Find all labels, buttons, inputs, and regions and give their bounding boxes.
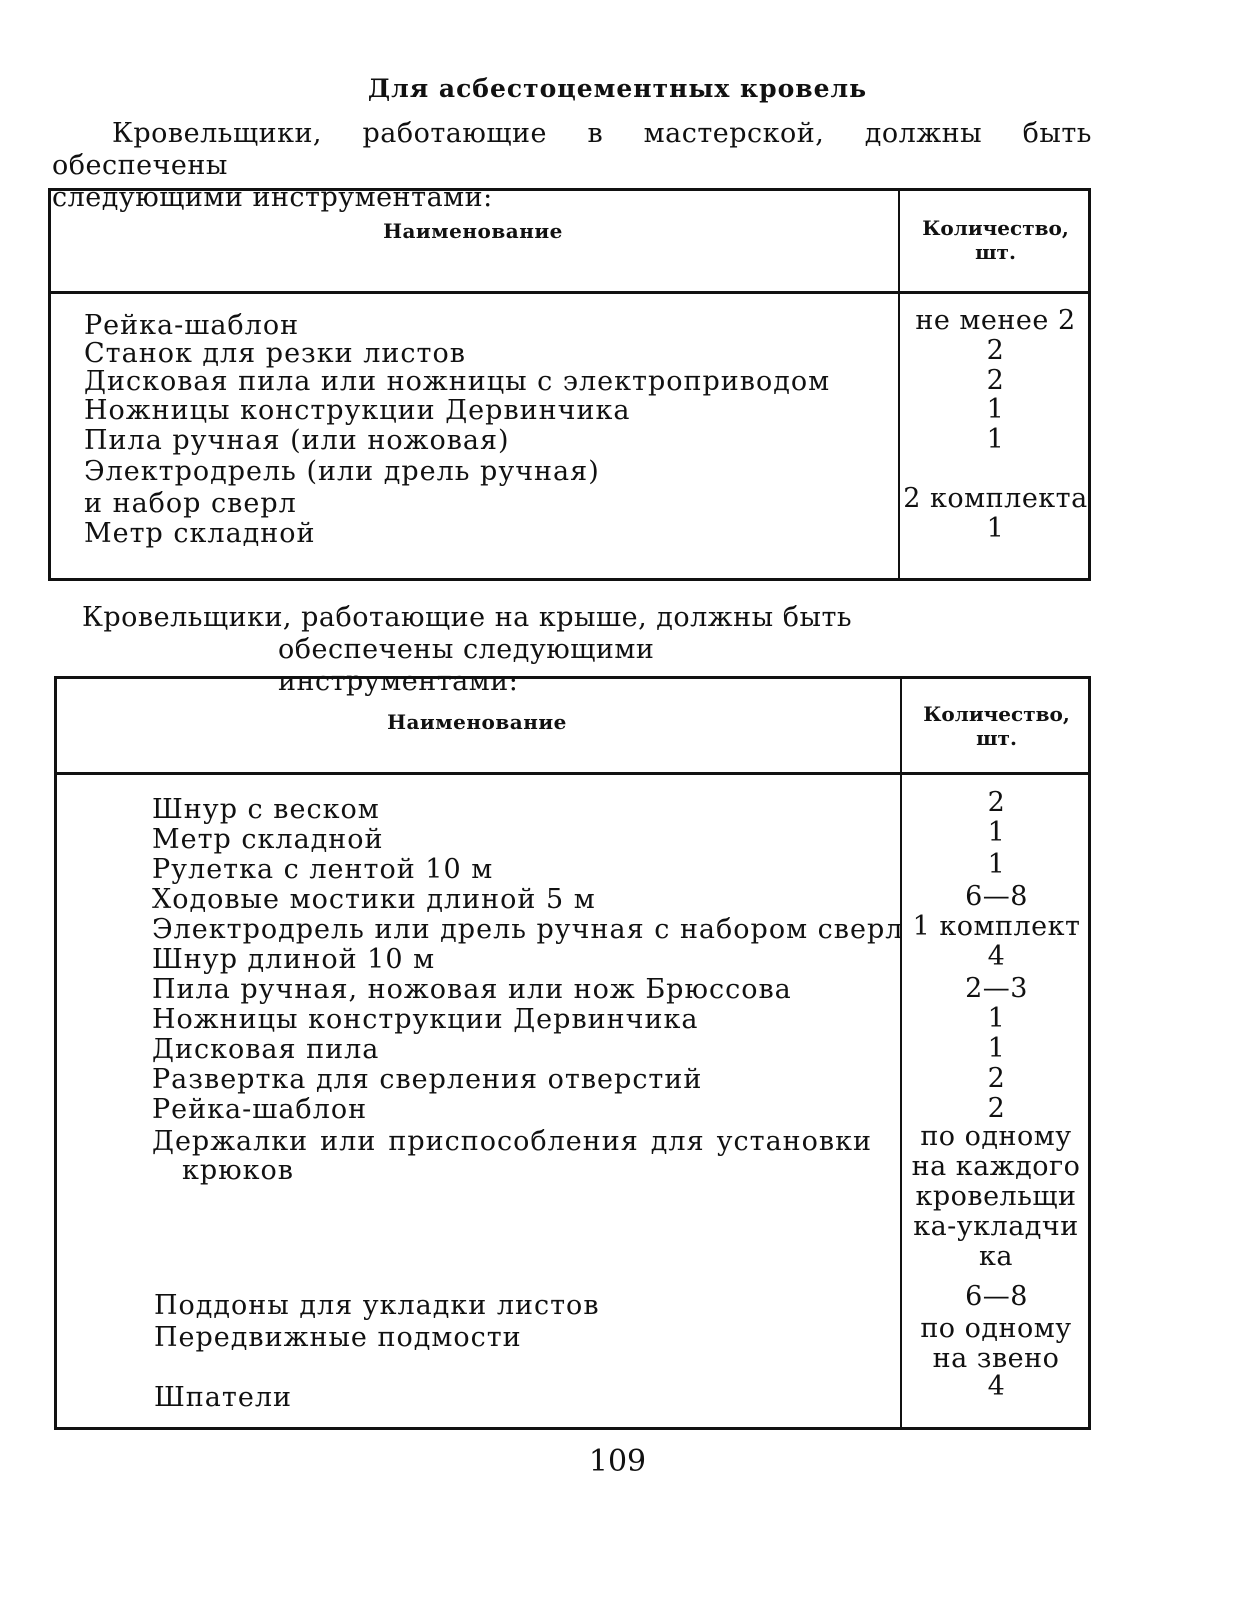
tool-name: Станок для резки листов [84, 338, 466, 369]
tool-quantity: 2 [986, 365, 1005, 396]
tool-quantity: 1 [987, 1033, 1006, 1064]
tool-name: Шнур длиной 10 м [152, 944, 436, 975]
tool-name: Рейка-шаблон [84, 310, 300, 341]
tool-name: Пила ручная, ножовая или нож Брюссова [152, 974, 792, 1005]
tool-quantity: 1 [986, 394, 1005, 425]
tool-quantity: 2 комплекта [903, 483, 1088, 514]
section-heading: Для асбестоцементных кровель [367, 74, 868, 103]
tool-quantity: 1 [986, 513, 1005, 544]
tool-name: Рейка-шаблон [152, 1094, 368, 1125]
tool-name: Ножницы конструкции Дервинчика [84, 395, 631, 426]
tool-quantity: 1 [987, 817, 1006, 848]
tool-name: Электродрель или дрель ручная с набором сверл [152, 914, 904, 945]
tool-quantity: 1 комплект [912, 911, 1081, 942]
column-header-name: Наименование [383, 219, 563, 243]
column-header-quantity: Количество, шт. [922, 216, 1069, 264]
tool-quantity: по одному на каждого кровельщика-укладчика [911, 1121, 1081, 1272]
tool-quantity: 6—8 [965, 1281, 1028, 1312]
tool-quantity: 2 [986, 335, 1005, 366]
tool-quantity: 2 [987, 787, 1006, 818]
page-number: 109 [588, 1444, 647, 1479]
tool-quantity: 2 [987, 1063, 1006, 1094]
column-header-quantity: Количество, шт. [923, 702, 1070, 750]
tool-name: Ходовые мостики длиной 5 м [152, 884, 596, 915]
tool-quantity: 6—8 [965, 881, 1028, 912]
tool-name: Передвижные подмости [154, 1322, 522, 1353]
tool-name: Дисковая пила [152, 1034, 380, 1065]
intro-line-1: Кровельщики, работающие в мастерской, должны быть обеспечены [52, 118, 1092, 181]
column-header-name: Наименование [387, 710, 567, 734]
tool-quantity: 1 [987, 849, 1006, 880]
tools-table-workshop [48, 188, 1091, 581]
tool-quantity: не менее 2 [915, 305, 1076, 336]
tool-quantity: 4 [987, 941, 1006, 972]
tool-name: Поддоны для укладки листов [154, 1290, 600, 1321]
tool-quantity: 1 [987, 1003, 1006, 1034]
tool-name: Метр складной [152, 824, 384, 855]
tool-name: Шнур с веском [152, 794, 380, 825]
tool-quantity: по одному на звено [920, 1313, 1072, 1374]
intro-line-2: следующими инструментами: [52, 182, 493, 213]
intro-line-2: обеспечены следующими инструментами: [278, 634, 655, 697]
tools-table-roof [54, 676, 1091, 1430]
tool-name: Развертка для сверления отверстий [152, 1064, 703, 1095]
tool-name: Рулетка с лентой 10 м [152, 854, 494, 885]
tool-name: Электродрель (или дрель ручная) [84, 456, 600, 487]
tool-quantity: 4 [987, 1371, 1006, 1402]
tool-name: и набор сверл [84, 488, 297, 519]
tool-name: Дисковая пила или ножницы с электроприводом [84, 366, 831, 397]
tool-name: Держалки или приспособления для установки крюков [152, 1126, 872, 1186]
tool-quantity: 2—3 [965, 973, 1028, 1004]
tool-name: Ножницы конструкции Дервинчика [152, 1004, 699, 1035]
tool-name: Пила ручная (или ножовая) [84, 425, 510, 456]
tool-name: Шпатели [154, 1382, 292, 1413]
tool-quantity: 2 [987, 1093, 1006, 1124]
tool-name: Метр складной [84, 518, 316, 549]
intro-line-1: Кровельщики, работающие на крыше, должны быть [82, 602, 853, 633]
tool-quantity: 1 [986, 424, 1005, 455]
